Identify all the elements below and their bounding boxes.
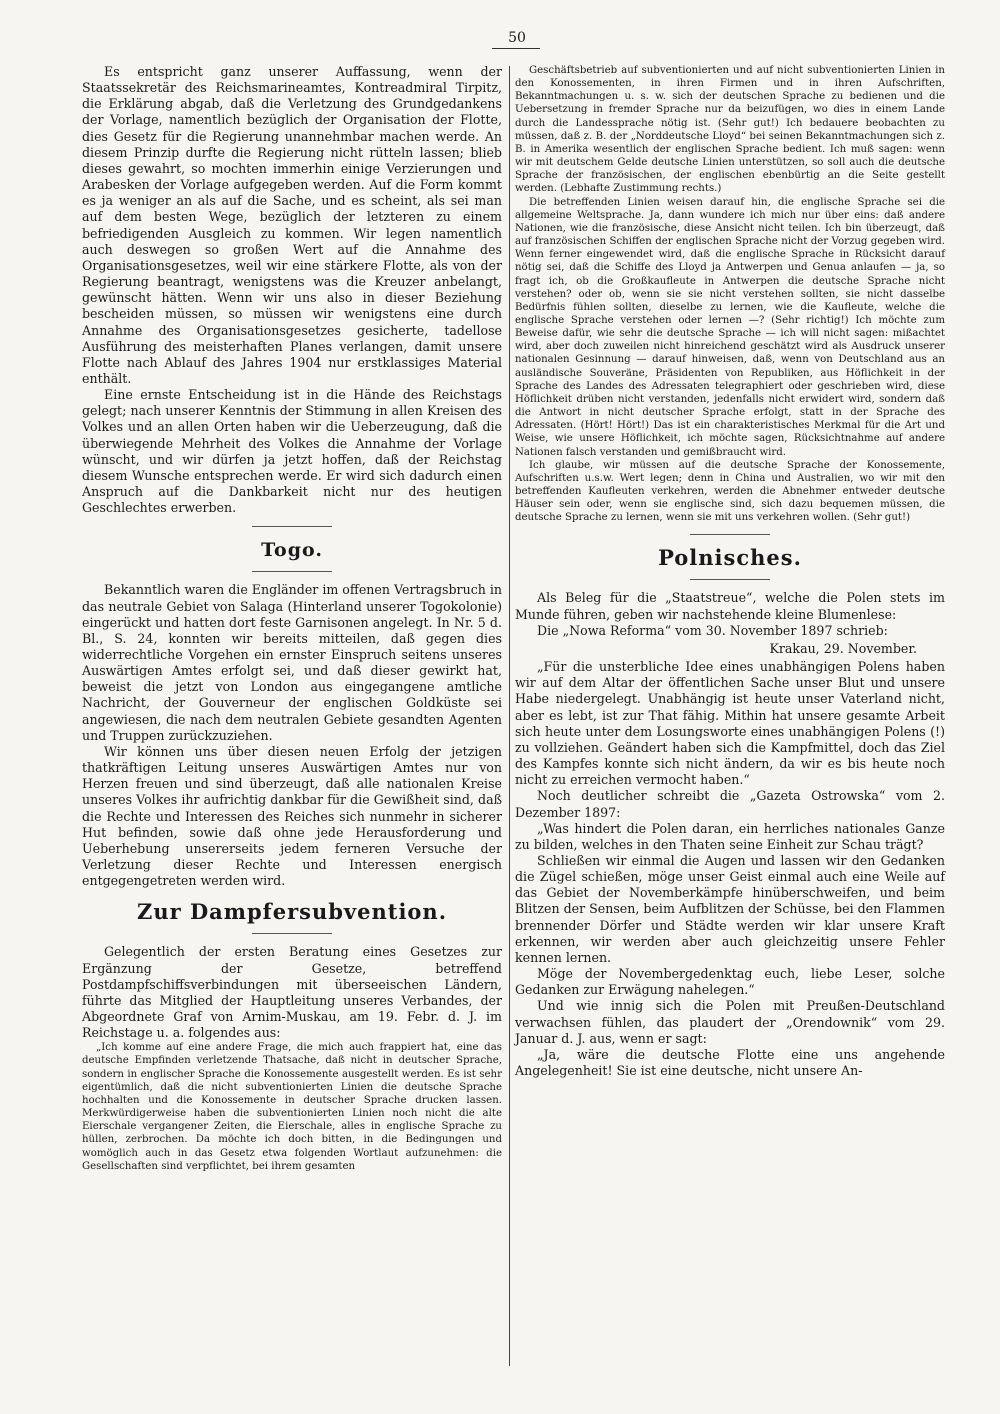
gazeta-quote-1: „Was hindert die Polen daran, ein herrliches nationales Ganze zu bilden, welches in den Thaten seine Einheit zur Schau trägt?: [515, 820, 945, 852]
quote-paragraph-2: Die betreffenden Linien weisen darauf hin, die englische Sprache sei die allgemeine Weltsprache. Ja, dann wundere ich mich nur über eins: daß andere Nationen, wie die französische, diese Ansicht nicht teilen. Ich bin überzeugt, daß auf französischen Schiffen der englischen Sprache nicht der Vorzug gegeben wird. Wenn ferner eingewendet wird, daß die englische Sprache in Rücksicht darauf nötig sei, daß die Schiffe des Lloyd ja Antwerpen und Genua anlaufen — ja, so fragt ich, ob die Großkaufleute in Antwerpen die deutsche Sprache nicht verstehen? oder ob, wenn sie sie nicht verstehen sollten, sie nicht dasselbe Bedürfnis fühlen sollten, dieselbe zu lernen, wie die Kaufleute, welche die englische Sprache verstehen oder lernen —? (Sehr richtig!) Ich möchte zum Beweise dafür, wie sehr die deutsche Sprache — ich will nicht sagen: mißachtet wird, aber doch zuweilen nicht hinreichend geschätzt wird als Ausdruck unserer nationalen Gesinnung — darauf hinweisen, daß, wenn von Deutschland aus an ausländische Souveräne, Präsidenten von Republiken, aus Höflichkeit in der Sprache des Landes des Adressaten telegraphiert oder geschrieben wird, diese Höflichkeit drüben nicht verstanden, jedenfalls nicht erwidert wird, sondern daß die Antwort in nicht deutscher Sprache erfolgt, statt in der Sprache des Adressaten. (Hört! Hört!) Das ist ein charakteristisches Merkmal für die Art und Weise, wie unsere Höflichkeit, ich möchte sagen, Rücksichtnahme auf andere Nationen falsch verstanden und gemißbraucht wird.: [515, 196, 945, 458]
page-number: 50: [508, 30, 526, 46]
right-column: [515, 64, 945, 1079]
intro-paragraph-1: Es entspricht ganz unserer Auffassung, wenn der Staatssekretär des Reichsmarineamtes, Kontreadmiral Tirpitz, die Erklärung abgab, daß die Verletzung des Grundgedankens der Vorlage, namentlich bezüglich der Organisation der Flotte, dies Gesetz für die Regierung unannehmbar machen werde. An diesem Prinzip durfte die Regierung nicht rütteln lassen; blieb dieses gewahrt, so mochten immerhin einige Verzierungen und Arabesken der Vorlage aufgegeben werden. Auf die Form kommt es ja weniger an als auf die Sache, und es scheint, als sei man auf dem besten Wege, bezüglich der letzteren zu einem befriedigenden Ausgleich zu kommen. Wir legen namentlich auch deswegen so großen Wert auf die Annahme des Organisationsgesetzes, weil wir eine stärkere Flotte, als von der Regierung beantragt, wenigstens was die Kreuzer anbelangt, gewünscht hätten. Wenn wir uns also in dieser Beziehung bescheiden müssen, so müssen wir wenigstens eine durch Annahme des Organisationsgesetzes gesicherte, tadellose Ausführung des meisterhaften Planes verlangen, damit unsere Flotte nach Ablauf des Jahres 1904 nur erstklassiges Material enthält.: [82, 64, 502, 386]
togo-heading: Togo.: [261, 539, 323, 562]
section-rule: [252, 526, 332, 527]
column-divider: [509, 66, 510, 1366]
orendownik-intro: Und wie innig sich die Polen mit Preußen-Deutschland verwachsen fühlen, das plaudert der „Orendownik“ vom 29. Januar d. J. aus, wenn er sagt:: [515, 998, 945, 1046]
gazeta-quote-3: Möge der Novembergedenktag euch, liebe Leser, solche Gedanken zur Erwägung nahelegen.“: [515, 966, 945, 998]
page-number-rule: [492, 48, 540, 49]
intro-paragraph-2: Eine ernste Entscheidung ist in die Hände des Reichstags gelegt; nach unserer Kenntnis der Stimmung in allen Kreisen des Volkes und an allen Orten haben wir die Ueberzeugung, daß die überwiegende Mehrheit des Volkes die Annahme der Vorlage wünscht, und wir dürfen ja jetzt hoffen, daß der Reichstag diesem Wunsche entsprechen werde. Er wird sich dadurch einen Anspruch auf die Dankbarkeit nicht nur des heutigen Geschlechtes erwerben.: [82, 387, 502, 516]
section-rule: [690, 534, 770, 535]
gazeta-intro: Noch deutlicher schreibt die „Gazeta Ostrowska“ vom 2. Dezember 1897:: [515, 788, 945, 820]
section-rule: [252, 571, 332, 572]
dampfer-quote: [82, 1041, 502, 1173]
section-rule: [690, 579, 770, 580]
togo-paragraph-1: Bekanntlich waren die Engländer im offenen Vertragsbruch in das neutrale Gebiet von Salaga (Hinterland unserer Togokolonie) eingerückt und hatten dort feste Garnisonen angelegt. In Nr. 5 d. Bl., S. 24, konnten wir bereits mitteilen, daß gegen dies widerrechtliche Vorgehen ein ernster Einspruch seitens unseres Auswärtigen Amtes erfolgt sei, und daß dieser gewirkt hat, beweist die jetzt von London aus eingegangene amtliche Nachricht, der Gouverneur der englischen Goldküste sei angewiesen, die nach dem neutralen Gebiete gesandten Agenten und Truppen zurückzuziehen.: [82, 582, 502, 743]
nowa-reforma-intro: Die „Nowa Reforma“ vom 30. November 1897 schrieb:: [537, 622, 888, 638]
dampfer-quote-text: „Ich komme auf eine andere Frage, die mich auch frappiert hat, eine das deutsche Empfinden verletzende Thatsache, daß nicht in deutscher Sprache, sondern in englischer Sprache die Konossemente ausgestellt werden. Es ist sehr eigentümlich, daß die nicht subventionierten Linien die deutsche Sprache hochhalten und die Konossemente in deutscher Sprache drucken lassen. Merkwürdigerweise haben die subventionierten Linien noch nicht die alte Eierschale vergangener Zeiten, die Eierschale, alles in englische Sprache zu hüllen, zerbrochen. Da möchte ich doch bitten, in die Bedingungen und womöglich auch in das Gesetz etwa folgenden Wortlaut aufzunehmen: die Gesellschaften sind verpflichtet, bei ihrem gesamten: [82, 1042, 502, 1172]
continued-quote: [515, 64, 945, 524]
dampfer-heading: Zur Dampfersubvention.: [136, 899, 448, 925]
left-column: [82, 64, 502, 1173]
togo-paragraph-2: Wir können uns über diesen neuen Erfolg der jetzigen thatkräftigen Leitung unseres Auswärtigen Amtes nur von Herzen freuen und sind überzeugt, daß alle nationalen Kreise unseres Volkes ihr aufrichtig dankbar für die Gewißheit sind, daß die Rechte und Interessen des Reiches sich nunmehr in sicherer Hut befinden, sowie daß ohne jede Herausforderung und Ueberhebung unsererseits jedem ferneren Versuche der Verletzung dieser Rechte und Interessen energisch entgegengetreten werden wird.: [82, 743, 502, 889]
nowa-reforma-quote: „Für die unsterbliche Idee eines unabhängigen Polens haben wir auf dem Altar der öffentlichen Sache unser Blut und unsere Habe niedergelegt. Unabhängig ist heute unser Vaterland nicht, aber es lebt, ist zur That fähig. Mithin hat unsere gesamte Arbeit sich heute unter dem Losungsworte eines unabhängigen Polens (!) zu vollziehen. Geändert haben sich die Kampfmittel, doch das Ziel des Kampfes konnte sich nicht ändern, da wir es bis heute noch nicht zu erreichen vermocht haben.“: [515, 659, 945, 788]
dampfer-intro: Gelegentlich der ersten Beratung eines Gesetzes zur Ergänzung der Gesetze, betreffend Postdampfschiffsverbindungen mit überseeischen Ländern, führte das Mitglied der Hauptleitung unseres Verbandes, der Abgeordnete Graf von Arnim-Muskau, am 19. Febr. d. J. im Reichstage u. a. folgendes aus:: [82, 944, 502, 1041]
polnisches-heading: Polnisches.: [658, 545, 802, 571]
gazeta-quote-2: Schließen wir einmal die Augen und lassen wir den Gedanken die Zügel schießen, möge unser Geist einmal auch eine Weile auf das Gebiet der Novemberkämpfe hinüberschweifen, und beim Blitzen der Sensen, beim Aufblitzen der Schüsse, bei den Flammen brennender Dörfer und Städte werden wir klar unsere Kraft erkennen, wir werden aber auch gleichzeitig unsere Fehler kennen lernen.: [515, 852, 945, 965]
quote-paragraph-3: Ich glaube, wir müssen auf die deutsche Sprache der Konossemente, Aufschriften u.s.w. Wert legen; denn in China und Australien, wo wir mit den betreffenden Kaufleuten verkehren, werden die Abnehmer entweder deutsche Häuser sein oder, wenn sie englische sind, sich dazu bequemen müssen, die deutsche Sprache zu lernen, wenn sie mit uns verkehren wollen. (Sehr gut!): [515, 459, 945, 524]
quote-paragraph-1: Geschäftsbetrieb auf subventionierten und auf nicht subventionierten Linien in den Konossementen, in ihren Firmen und in ihren Aufschriften, Bekanntmachungen u. s. w. sich der deutschen Sprache zu bedienen und die Uebersetzung in fremder Sprache nur da beizufügen, wo dies in einem Lande durch die Landessprache nötig ist. (Sehr gut!) Ich bedauere beobachten zu müssen, daß z. B. der „Norddeutsche Lloyd“ bei seinen Bekanntmachungen sich z. B. in Amerika wesentlich der englischen Sprache bedient. Ich muß sagen: wenn wir mit deutschem Gelde deutsche Linien unterstützen, so soll auch die deutsche Sprache der französischen, der englischen ebenbürtig an die Seite gestellt werden. (Lebhafte Zustimmung rechts.): [515, 65, 945, 195]
orendownik-quote: „Ja, wäre die deutsche Flotte eine uns angehende Angelegenheit! Sie ist eine deutsche, nicht unsere An-: [515, 1046, 945, 1078]
section-rule: [252, 933, 332, 934]
polnisches-intro: Als Beleg für die „Staatstreue“, welche die Polen stets im Munde führen, geben wir nachstehende kleine Blumenlese:: [515, 590, 945, 622]
dateline: Krakau, 29. November.: [769, 640, 917, 656]
